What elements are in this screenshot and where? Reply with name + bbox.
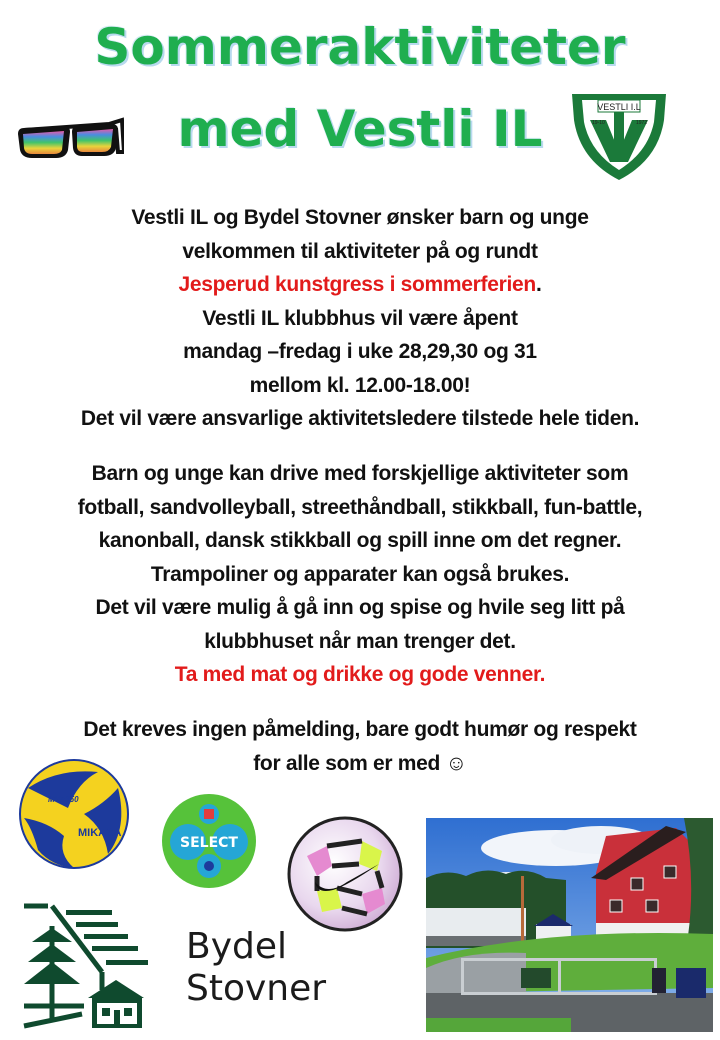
football-image — [287, 816, 403, 932]
svg-text:MIKASA: MIKASA — [78, 827, 122, 839]
clubhouse-photo — [426, 818, 713, 1032]
activities-line: Barn og unge kan drive med forskjellige aktiviteter som — [91, 462, 629, 485]
intro-line: Vestli IL klubbhus vil være åpent — [202, 306, 518, 330]
activities-line: Det vil være mulig å gå inn og spise og hvile seg litt på — [95, 596, 625, 619]
intro-line: velkommen til aktiviteter på og rundt — [182, 239, 538, 263]
bring-food-highlight: Ta med mat og drikke og gode venner. — [174, 663, 546, 686]
location-highlight: Jesperud kunstgress i sommerferien — [178, 273, 536, 296]
svg-text:MVA350: MVA350 — [48, 795, 79, 804]
activities-line: klubbhuset når man trenger det. — [204, 629, 516, 653]
bydel-stovner-wordmark — [186, 926, 326, 1010]
poster-title-line1: Sommeraktiviteter — [94, 18, 626, 76]
activities-line: kanonball, dansk stikkball og spill inne om det regner. — [98, 529, 622, 552]
intro-line-highlight: Jesperud kunstgress i sommerferien. — [178, 273, 542, 296]
volleyball-image — [18, 758, 130, 870]
svg-text:1972: 1972 — [636, 120, 648, 126]
intro-line: mellom kl. 12.00-18.00! — [249, 373, 471, 397]
closing-line: Det kreves ingen påmelding, bare godt humør og respekt — [83, 718, 637, 741]
bydel-stovner-logo — [22, 902, 152, 1032]
intro-paragraph — [0, 201, 720, 436]
handball-image — [160, 792, 258, 890]
closing-line: for alle som er med ☺ — [253, 751, 467, 775]
intro-line: Det vil være ansvarlige aktivitetsledere tilstede hele tiden. — [80, 407, 640, 430]
stovner-line: Stovner — [186, 968, 327, 1009]
svg-text:VESTLI I.L: VESTLI I.L — [597, 102, 641, 112]
intro-line: mandag –fredag i uke 28,29,30 og 31 — [183, 340, 537, 363]
sunglasses-icon — [14, 112, 124, 172]
svg-text:19-10: 19-10 — [592, 120, 605, 126]
poster-title-line2: med Vestli IL — [177, 100, 543, 158]
activities-line: fotball, sandvolleyball, streethåndball, stikkball, fun-battle, — [77, 495, 643, 519]
vestli-il-club-logo — [570, 90, 668, 182]
svg-text:SELECT: SELECT — [180, 835, 238, 851]
activities-line: Trampoliner og apparater kan også brukes. — [150, 562, 570, 586]
intro-line: Vestli IL og Bydel Stovner ønsker barn og unge — [131, 206, 589, 229]
bydel-line: Bydel — [186, 926, 288, 967]
activities-paragraph — [0, 457, 720, 692]
